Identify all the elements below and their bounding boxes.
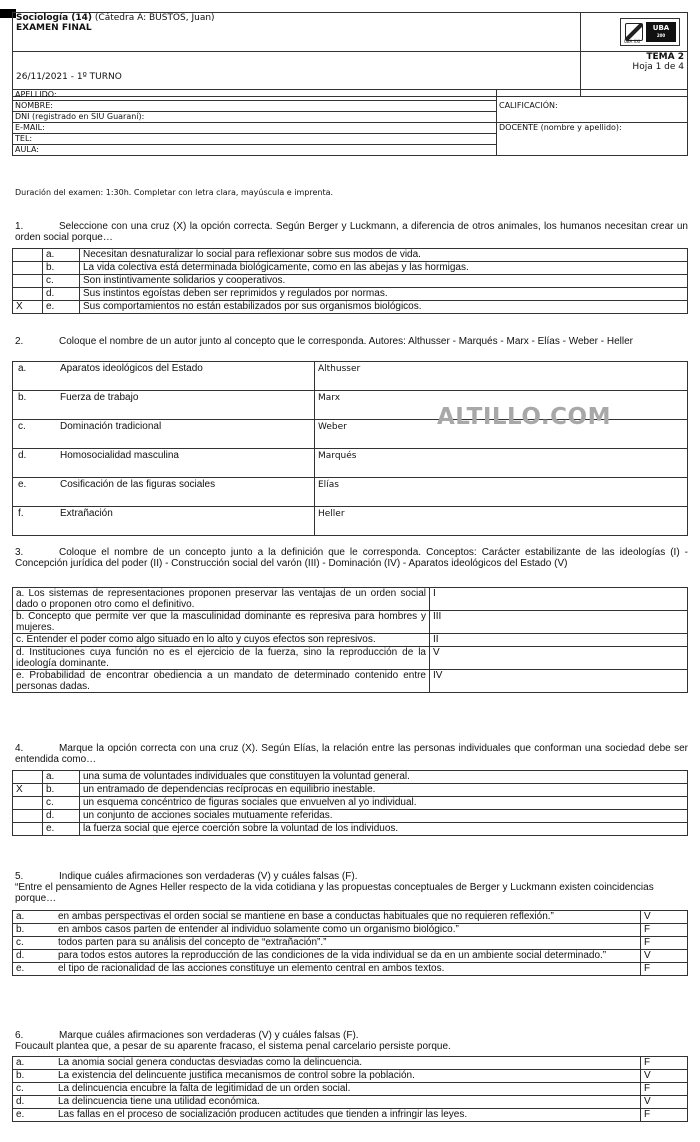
question-5 [15,871,688,904]
statement-letter: a. [16,1057,25,1068]
concept-answer-cell[interactable]: V [430,647,688,670]
author-answer-cell[interactable]: Elías [315,478,688,507]
concept-cell [13,507,315,536]
concept-cell [13,449,315,478]
statement-cell [13,937,641,950]
true-false-answer-cell[interactable]: F [641,1083,688,1096]
statement-text: La delincuencia encubre la falta de legitimidad de un orden social. [58,1083,351,1094]
author-answer-cell[interactable]: Weber [315,420,688,449]
option-row [13,262,688,275]
answer-mark-cell[interactable] [13,275,43,288]
field-email[interactable]: E-MAIL: [13,123,497,134]
concept-text: Dominación tradicional [60,421,162,432]
concept-answer-cell[interactable]: II [430,634,688,647]
question-text: Marque la opción correcta con una cruz (X). Según Elías, la relación entre las personas individuales que conforman una sociedad debe ser entendida como… [15,743,688,765]
student-info-table [12,89,688,156]
question-text: Coloque el nombre de un autor junto al concepto que le corresponda. Autores: Althusser - Marqués - Marx - Elías - Weber - Heller [59,336,633,347]
question-number: 3. [15,547,24,558]
statement-row [13,911,688,924]
statement-cell [13,924,641,937]
field-dni[interactable]: DNI (registrado en SIU Guaraní): [13,112,497,123]
answer-mark-cell[interactable]: X [13,784,43,797]
answer-mark-cell[interactable] [13,810,43,823]
field-tel[interactable]: TEL: [13,134,497,145]
question-number: 2. [15,336,24,347]
statement-text: Las fallas en el proceso de socialización producen actitudes que tienden a infringir las leyes. [58,1109,468,1120]
statement-row [13,1109,688,1122]
concept-cell [13,478,315,507]
true-false-answer-cell[interactable]: F [641,1057,688,1070]
concept-letter: c. [18,421,26,432]
statement-letter: d. [16,950,25,961]
concept-answer-cell[interactable]: III [430,611,688,634]
statement-row [13,924,688,937]
uba-logo [620,18,680,46]
option-text: la fuerza social que ejerce coerción sobre la voluntad de los individuos. [80,823,688,836]
true-false-answer-cell[interactable]: V [641,1096,688,1109]
logo-text: UBA [652,24,670,32]
statement-letter: c. [16,937,24,948]
course-name: Sociología (14) [16,13,93,23]
question-number: 1. [15,221,24,232]
exam-date: 26/11/2021 - 1º TURNO [13,52,581,97]
statement-letter: e. [16,963,25,974]
option-text: La vida colectiva está determinada biológicamente, como en las abejas y las hormigas. [80,262,688,275]
question-number: 5. [15,871,24,882]
statement-cell [13,911,641,924]
option-row [13,797,688,810]
author-answer-cell[interactable]: Althusser [315,362,688,391]
option-text: un esquema concéntrico de figuras sociales que envuelven al yo individual. [80,797,688,810]
option-letter: e. [43,823,80,836]
statement-letter: e. [16,1109,25,1120]
matching-row [13,449,688,478]
author-answer-cell[interactable]: Marqués [315,449,688,478]
concept-letter: e. [18,479,27,490]
field-apellido[interactable]: APELLIDO: [13,90,497,101]
option-letter: a. [43,771,80,784]
statement-row [13,963,688,976]
option-letter: b. [43,784,80,797]
definition-row [13,634,688,647]
statement-row [13,1070,688,1083]
q4-options [12,770,688,836]
option-letter: d. [43,288,80,301]
question-text: Coloque el nombre de un concepto junto a la definición que le corresponda. Conceptos: Carácter estabilizante de las ideologías (I) - Concepción jurídica del poder (II) - Construcción social del varón (III) - Dominación (IV) - Aparatos ideológicos del Estado (V) [15,547,688,569]
logo-cell [581,13,688,52]
statement-letter: d. [16,1096,25,1107]
answer-mark-cell[interactable] [13,797,43,810]
field-aula[interactable]: AULA: [13,145,497,156]
definition-text: c. Entender el poder como algo situado en lo alto y cuyos efectos son represivos. [13,634,430,647]
statement-text: para todos estos autores la reproducción de las condiciones de la vida individual se da en un ambiente social determinado.” [58,950,607,961]
duration-note: Duración del examen: 1:30h. Completar con letra clara, mayúscula e imprenta. [15,188,334,197]
true-false-answer-cell[interactable]: F [641,963,688,976]
concept-text: Cosificación de las figuras sociales [60,479,216,490]
statement-row [13,937,688,950]
option-text: un conjunto de acciones sociales mutuamente referidas. [80,810,688,823]
question-1 [15,221,688,243]
statement-text: La delincuencia tiene una utilidad económica. [58,1096,260,1107]
statement-text: el tipo de racionalidad de las acciones constituye un elemento central en ambos textos. [58,963,445,974]
statement-row [13,1096,688,1109]
statement-text: en ambos casos parten de entender al individuo solamente como un organismo biológico.” [58,924,459,935]
statement-letter: a. [16,911,25,922]
concept-text: Homosocialidad masculina [60,450,179,461]
definition-text: e. Probabilidad de encontrar obediencia a un mandato de determinado contenido entre personas dadas. [13,670,430,693]
true-false-answer-cell[interactable]: F [641,924,688,937]
statement-cell [13,1083,641,1096]
answer-mark-cell[interactable] [13,771,43,784]
statement-letter: c. [16,1083,24,1094]
option-letter: b. [43,262,80,275]
answer-mark-cell[interactable] [13,288,43,301]
field-nombre[interactable]: NOMBRE: [13,101,497,112]
logo-sub: UBA XXI [624,39,641,44]
statement-row [13,1083,688,1096]
question-text: Indique cuáles afirmaciones son verdaderas (V) y cuáles falsas (F). [59,871,358,882]
definition-text: b. Concepto que permite ver que la masculinidad dominante es represiva para hombres y mujeres. [13,611,430,634]
option-row [13,249,688,262]
question-quote: “Entre el pensamiento de Agnes Heller respecto de la vida cotidiana y las propuestas conceptuales de Berger y Luckmann existen coincidencias porque… [15,882,654,904]
statement-text: en ambas perspectivas el orden social se mantiene en base a conductas habituales que no requieren reflexión.” [58,911,554,922]
concept-cell [13,420,315,449]
statement-row [13,950,688,963]
matching-row [13,362,688,391]
question-4 [15,743,688,765]
option-text: una suma de voluntades individuales que constituyen la voluntad general. [80,771,688,784]
watermark: ALTILLO.COM [437,404,611,430]
question-number: 4. [15,743,24,754]
option-letter: c. [43,275,80,288]
question-number: 6. [15,1030,24,1041]
statement-text: La existencia del delincuente justifica mecanismos de control sobre la población. [58,1070,415,1081]
exam-header [12,12,688,97]
option-letter: d. [43,810,80,823]
option-row [13,301,688,314]
concept-text: Fuerza de trabajo [60,392,139,403]
option-letter: e. [43,301,80,314]
answer-mark-cell[interactable] [13,249,43,262]
logo-small: 200 [656,33,666,38]
question-6 [15,1030,688,1052]
statement-text: todos parten para su análisis del concepto de “extrañación”.” [58,937,327,948]
definition-text: a. Los sistemas de representaciones proponen preservar las ventajas de un orden social dado o proponen otro como el definitivo. [13,588,430,611]
definition-row [13,670,688,693]
concept-answer-cell[interactable]: I [430,588,688,611]
answer-mark-cell[interactable] [13,823,43,836]
tema-label: TEMA 2 [646,52,684,62]
definition-text: d. Instituciones cuya función no es el ejercicio de la fuerza, sino la reproducción de la ideología dominante. [13,647,430,670]
concept-text: Aparatos ideológicos del Estado [60,363,203,374]
statement-text: La anomia social genera conductas desviadas como la delincuencia. [58,1057,363,1068]
matching-row [13,478,688,507]
option-text: Sus instintos egoístas deben ser reprimidos y regulados por normas. [80,288,688,301]
option-row [13,771,688,784]
author-answer-cell[interactable]: Marx [315,391,688,420]
statement-letter: b. [16,1070,25,1081]
q1-options [12,248,688,314]
definition-row [13,611,688,634]
answer-mark-cell[interactable]: X [13,301,43,314]
option-text: Necesitan desnaturalizar lo social para reflexionar sobre sus modos de vida. [80,249,688,262]
course-cell [13,13,581,52]
true-false-answer-cell[interactable]: V [641,911,688,924]
option-text: Sus comportamientos no están estabilizados por sus organismos biológicos. [80,301,688,314]
statement-cell [13,1096,641,1109]
exam-title: EXAMEN FINAL [16,23,92,33]
question-3 [15,547,688,569]
option-row [13,288,688,301]
statement-cell [13,950,641,963]
true-false-answer-cell[interactable]: F [641,1109,688,1122]
statement-cell [13,1070,641,1083]
concept-letter: a. [18,363,27,374]
question-text: Seleccione con una cruz (X) la opción correcta. Según Berger y Luckmann, a diferencia de otros animales, los humanos necesitan crear un orden social porque… [15,221,688,243]
q6-true-false-table [12,1056,688,1122]
option-text: Son instintivamente solidarios y cooperativos. [80,275,688,288]
option-row [13,810,688,823]
calificacion-field[interactable]: CALIFICACIÓN: [497,90,688,123]
true-false-answer-cell[interactable]: V [641,950,688,963]
q2-matching-table [12,361,688,536]
true-false-answer-cell[interactable]: F [641,937,688,950]
option-row [13,823,688,836]
question-2 [15,336,688,347]
definition-row [13,647,688,670]
option-letter: a. [43,249,80,262]
docente-field[interactable]: DOCENTE (nombre y apellido): [497,123,688,156]
definition-row [13,588,688,611]
statement-cell [13,1109,641,1122]
answer-mark-cell[interactable] [13,262,43,275]
true-false-answer-cell[interactable]: V [641,1070,688,1083]
option-letter: c. [43,797,80,810]
author-answer-cell[interactable]: Heller [315,507,688,536]
question-text: Marque cuáles afirmaciones son verdaderas (V) y cuáles falsas (F). [59,1030,359,1041]
course-chair: (Cátedra A: BUSTOS, Juan) [94,13,215,23]
question-intro: Foucault plantea que, a pesar de su aparente fracaso, el sistema penal carcelario persiste porque. [15,1041,451,1052]
matching-row [13,507,688,536]
option-row [13,784,688,797]
q3-definitions-table [12,587,688,693]
statement-row [13,1057,688,1070]
concept-letter: d. [18,450,27,461]
concept-letter: b. [18,392,27,403]
hoja-label: Hoja 1 de 4 [632,62,684,72]
q5-true-false-table [12,910,688,976]
statement-cell [13,1057,641,1070]
option-text: un entramado de dependencias recíprocas en equilibrio inestable. [80,784,688,797]
statement-cell [13,963,641,976]
concept-letter: f. [18,508,24,519]
concept-cell [13,362,315,391]
concept-answer-cell[interactable]: IV [430,670,688,693]
option-row [13,275,688,288]
concept-cell [13,391,315,420]
concept-text: Extrañación [60,508,113,519]
statement-letter: b. [16,924,25,935]
